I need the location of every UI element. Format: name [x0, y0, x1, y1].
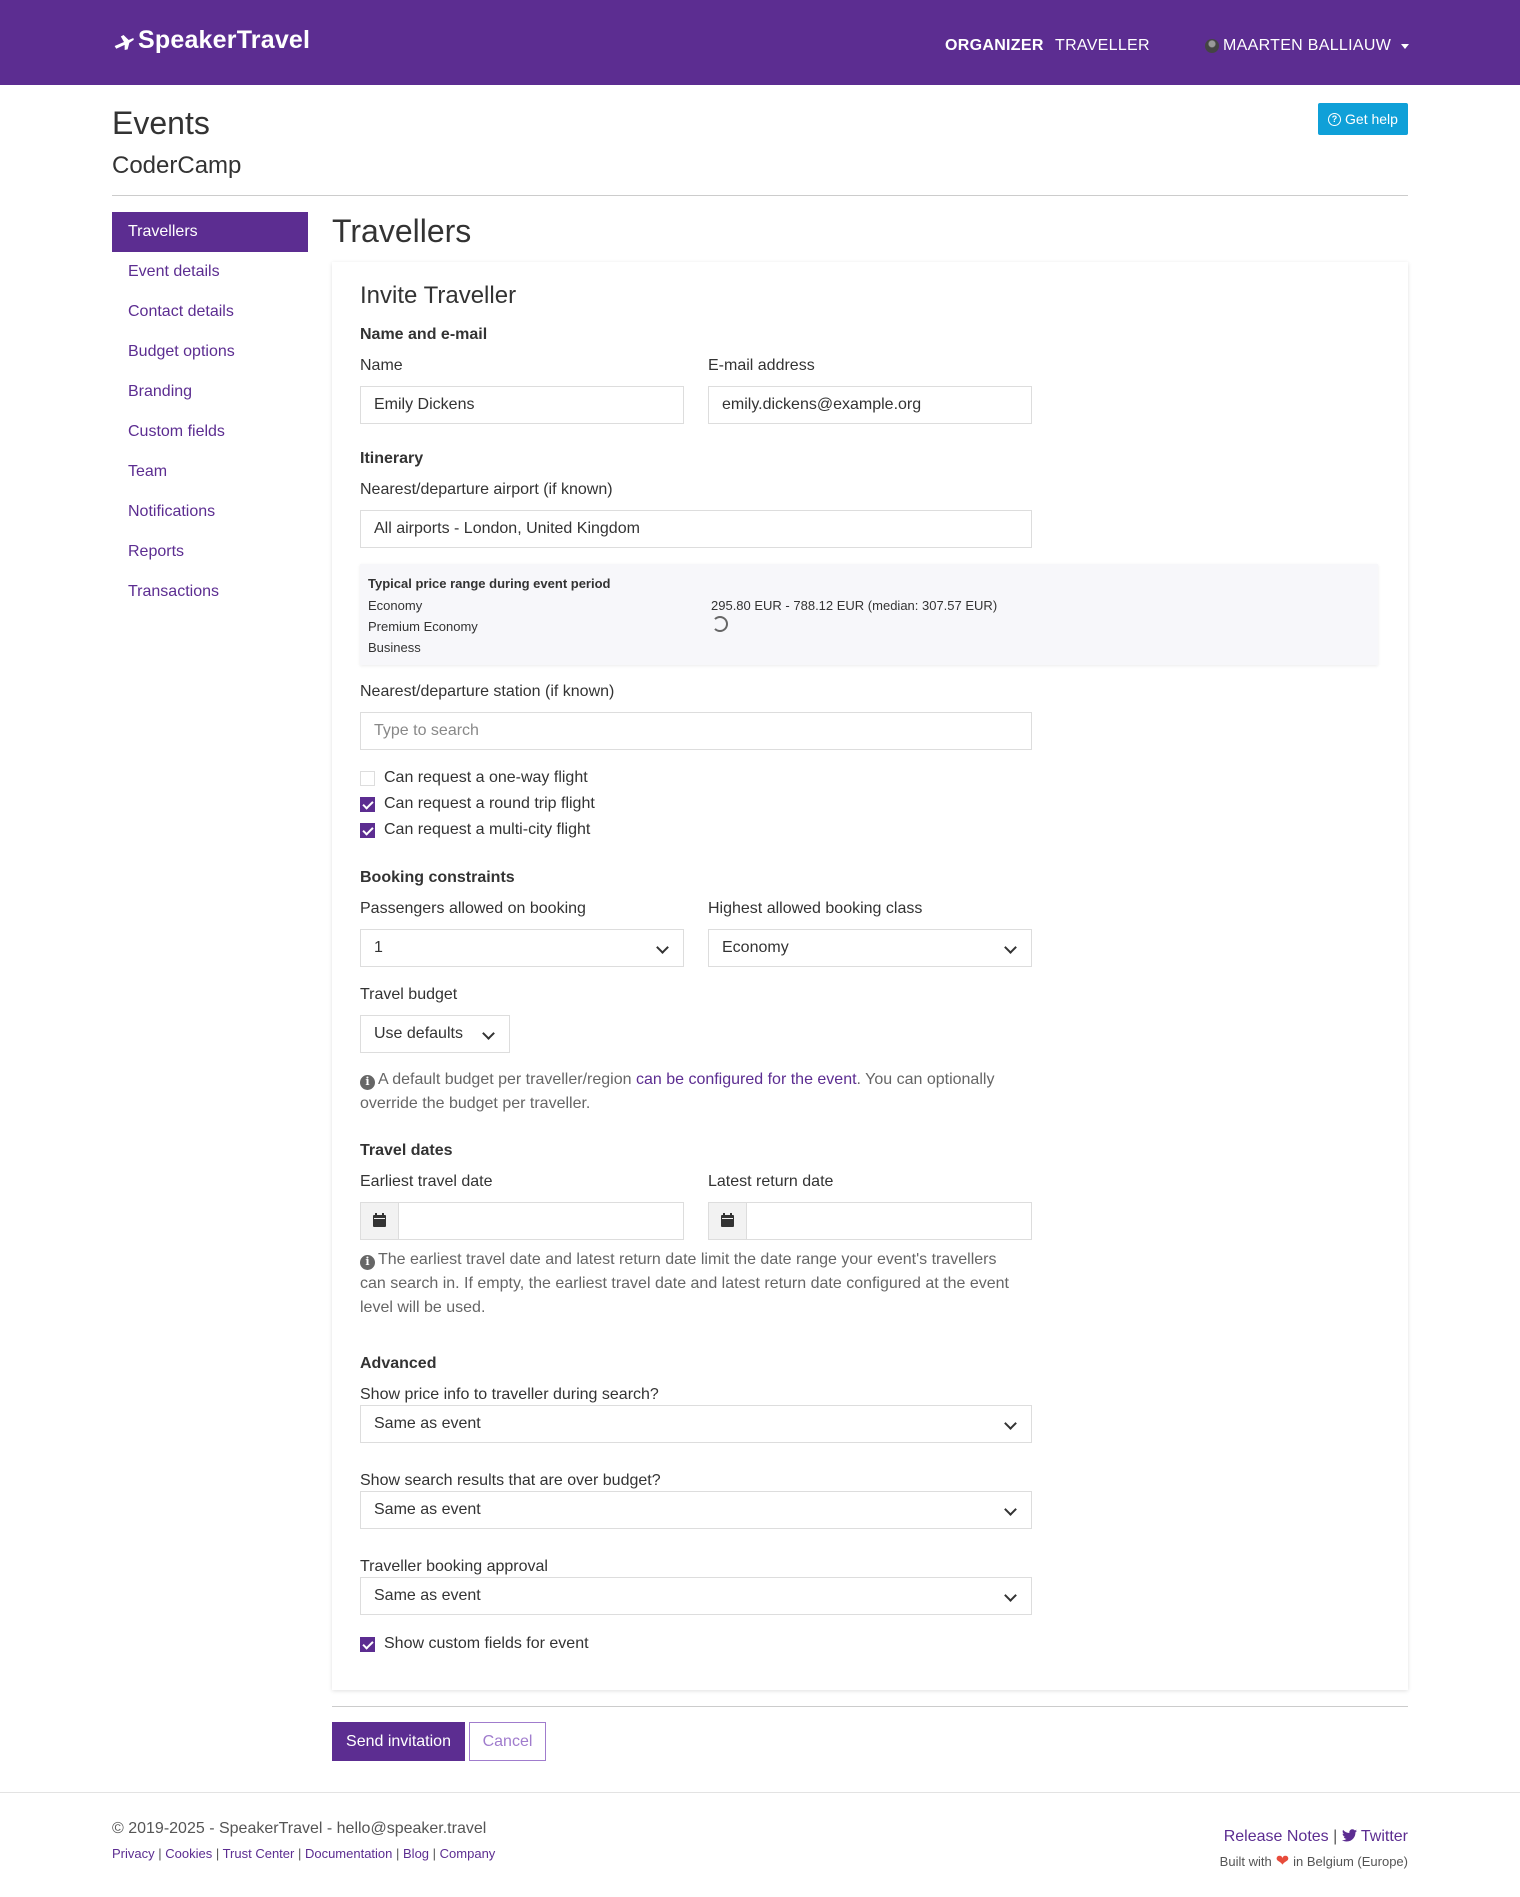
airport-input[interactable]: All airports - London, United Kingdom: [360, 510, 1032, 548]
divider: [112, 195, 1408, 196]
station-label: Nearest/departure station (if known): [360, 683, 615, 700]
section-title: Travellers: [332, 213, 472, 249]
travel-budget-value: Use defaults: [374, 1025, 463, 1042]
release-notes-link[interactable]: Release Notes: [1223, 1828, 1329, 1845]
economy-price-value: 295.80 EUR - 788.12 EUR (median: 307.57 EUR): [711, 598, 998, 613]
divider: [332, 1706, 1408, 1707]
price-range-panel: [360, 564, 1378, 665]
station-search-input[interactable]: Type to search: [360, 712, 1032, 750]
card-title: Invite Traveller: [360, 282, 517, 309]
email-input[interactable]: emily.dickens@example.org: [708, 386, 1032, 424]
over-budget-value: Same as event: [374, 1501, 481, 1518]
footer-links: Privacy | Cookies | Trust Center | Documentation | Blog | Company: [112, 1846, 496, 1861]
send-invitation-button[interactable]: Send invitation: [332, 1722, 465, 1761]
price-info-value: Same as event: [374, 1415, 481, 1432]
passengers-select[interactable]: [360, 929, 684, 967]
dates-info-line1: The earliest travel date and latest return date limit the date range your event's travellers: [378, 1251, 997, 1268]
plane-icon: [112, 30, 136, 52]
sidebar-item-branding[interactable]: Branding: [128, 383, 193, 400]
built-post: in Belgium (Europe): [1293, 1854, 1408, 1869]
twitter-link[interactable]: [1342, 1828, 1408, 1845]
calendar-button[interactable]: [361, 1203, 399, 1239]
booking-class-select[interactable]: [708, 929, 1032, 967]
price-row-economy: Economy: [368, 598, 423, 613]
sidebar-item-transactions[interactable]: Transactions: [128, 583, 219, 600]
built-with: [1220, 1854, 1408, 1869]
name-email-heading: Name and e-mail: [360, 326, 488, 343]
travel-budget-select[interactable]: [360, 1015, 510, 1053]
configure-budget-link[interactable]: can be configured for the event: [635, 1071, 857, 1088]
page-title: Events: [112, 105, 210, 141]
footer-link-privacy[interactable]: Privacy: [112, 1846, 155, 1861]
one-way-checkbox[interactable]: [360, 771, 375, 786]
custom-fields-checkbox[interactable]: [360, 1637, 375, 1652]
footer-link-cookies[interactable]: Cookies: [165, 1846, 213, 1861]
multi-city-label: Can request a multi-city flight: [384, 821, 591, 838]
chevron-down-icon: [1004, 1589, 1017, 1602]
loading-spinner-icon: [712, 616, 728, 632]
price-row-business: Business: [368, 640, 421, 655]
passengers-label: Passengers allowed on booking: [360, 900, 586, 917]
over-budget-label: Show search results that are over budget?: [360, 1472, 661, 1489]
dates-info: [360, 1248, 1060, 1320]
built-pre: Built with: [1219, 1854, 1272, 1869]
latest-date-label: Latest return date: [708, 1173, 834, 1190]
price-info-label: Show price info to traveller during search?: [360, 1386, 659, 1403]
custom-fields-label: Show custom fields for event: [384, 1635, 589, 1652]
round-trip-checkbox[interactable]: [360, 797, 375, 812]
event-name: CoderCamp: [112, 152, 242, 179]
budget-info: [360, 1068, 1040, 1116]
earliest-date-label: Earliest travel date: [360, 1173, 493, 1190]
dates-info-line3: level will be used.: [360, 1299, 486, 1316]
airport-label: Nearest/departure airport (if known): [360, 481, 613, 498]
get-help-button[interactable]: [1318, 103, 1408, 135]
multi-city-checkbox[interactable]: [360, 823, 375, 838]
chevron-down-icon: [482, 1027, 495, 1040]
dates-info-line2: can search in. If empty, the earliest travel date and latest return date configured at the event: [360, 1275, 1009, 1292]
approval-select[interactable]: [360, 1577, 1032, 1615]
sidebar-item-notifications[interactable]: Notifications: [128, 503, 216, 520]
sidebar-item-budget-options[interactable]: Budget options: [128, 343, 235, 360]
sidebar-item-team[interactable]: Team: [128, 463, 168, 480]
info-circle-icon: i: [360, 1075, 375, 1090]
calendar-button[interactable]: [709, 1203, 747, 1239]
name-input[interactable]: Emily Dickens: [360, 386, 684, 424]
sidebar-item-reports[interactable]: Reports: [128, 543, 185, 560]
advanced-heading: Advanced: [360, 1355, 437, 1372]
invite-traveller-card: [332, 262, 1408, 1690]
twitter-label: Twitter: [1360, 1828, 1408, 1845]
chevron-down-icon: [1004, 1417, 1017, 1430]
brand-name: SpeakerTravel: [138, 26, 311, 54]
footer-link-documentation[interactable]: Documentation: [304, 1846, 393, 1861]
over-budget-select[interactable]: [360, 1491, 1032, 1529]
latest-date-input[interactable]: [708, 1202, 1032, 1240]
top-navbar: [0, 0, 1520, 85]
twitter-icon: [1342, 1829, 1357, 1842]
booking-constraints-heading: Booking constraints: [360, 869, 515, 886]
calendar-icon: [721, 1215, 734, 1227]
price-row-premium-economy: Premium Economy: [368, 619, 478, 634]
user-name: MAARTEN BALLIAUW: [1223, 37, 1392, 54]
itinerary-heading: Itinerary: [360, 450, 424, 467]
get-help-label: Get help: [1345, 111, 1398, 127]
sidebar-item-travellers[interactable]: Travellers: [112, 212, 308, 252]
earliest-date-input[interactable]: [360, 1202, 684, 1240]
copyright: © 2019-2025 - SpeakerTravel - hello@speaker.travel: [112, 1820, 487, 1837]
passengers-value: 1: [374, 939, 383, 956]
nav-organizer[interactable]: ORGANIZER: [945, 37, 1044, 54]
footer-link-company[interactable]: Company: [439, 1846, 496, 1861]
budget-info-text: A default budget per traveller/region: [378, 1071, 632, 1088]
calendar-icon: [373, 1215, 386, 1227]
email-label: E-mail address: [708, 357, 815, 374]
price-range-title: Typical price range during event period: [368, 576, 611, 591]
booking-class-value: Economy: [722, 939, 789, 956]
cancel-button[interactable]: Cancel: [469, 1722, 546, 1761]
budget-info-text-end: . You can optionally: [856, 1071, 995, 1088]
chevron-down-icon: [1004, 941, 1017, 954]
footer-link-trust-center[interactable]: Trust Center: [222, 1846, 295, 1861]
travel-budget-label: Travel budget: [360, 986, 458, 1003]
heart-icon: ❤: [1275, 1853, 1290, 1870]
round-trip-label: Can request a round trip flight: [384, 795, 595, 812]
brand-logo[interactable]: [112, 26, 310, 55]
footer-link-blog[interactable]: Blog: [403, 1846, 430, 1861]
sidebar-item-event-details[interactable]: Event details: [128, 263, 220, 280]
name-label: Name: [360, 357, 403, 374]
travel-dates-heading: Travel dates: [360, 1142, 453, 1159]
booking-class-label: Highest allowed booking class: [708, 900, 923, 917]
user-menu[interactable]: [1205, 37, 1409, 55]
sidebar-item-contact-details[interactable]: Contact details: [128, 303, 234, 320]
info-circle-icon: i: [360, 1255, 375, 1270]
approval-value: Same as event: [374, 1587, 481, 1604]
one-way-label: Can request a one-way flight: [384, 769, 588, 786]
avatar: [1205, 39, 1219, 53]
footer-divider: [0, 1792, 1520, 1793]
sidebar-nav: [112, 212, 308, 612]
budget-info-line2: override the budget per traveller.: [360, 1095, 591, 1112]
approval-label: Traveller booking approval: [360, 1558, 548, 1575]
footer-right-links: Release Notes | Twitter: [1223, 1828, 1408, 1845]
question-circle-icon: ?: [1328, 113, 1341, 126]
price-info-select[interactable]: [360, 1405, 1032, 1443]
caret-down-icon: [1401, 44, 1409, 49]
chevron-down-icon: [1004, 1503, 1017, 1516]
sidebar-item-custom-fields[interactable]: Custom fields: [128, 423, 225, 440]
chevron-down-icon: [656, 941, 669, 954]
nav-traveller[interactable]: TRAVELLER: [1055, 37, 1150, 54]
